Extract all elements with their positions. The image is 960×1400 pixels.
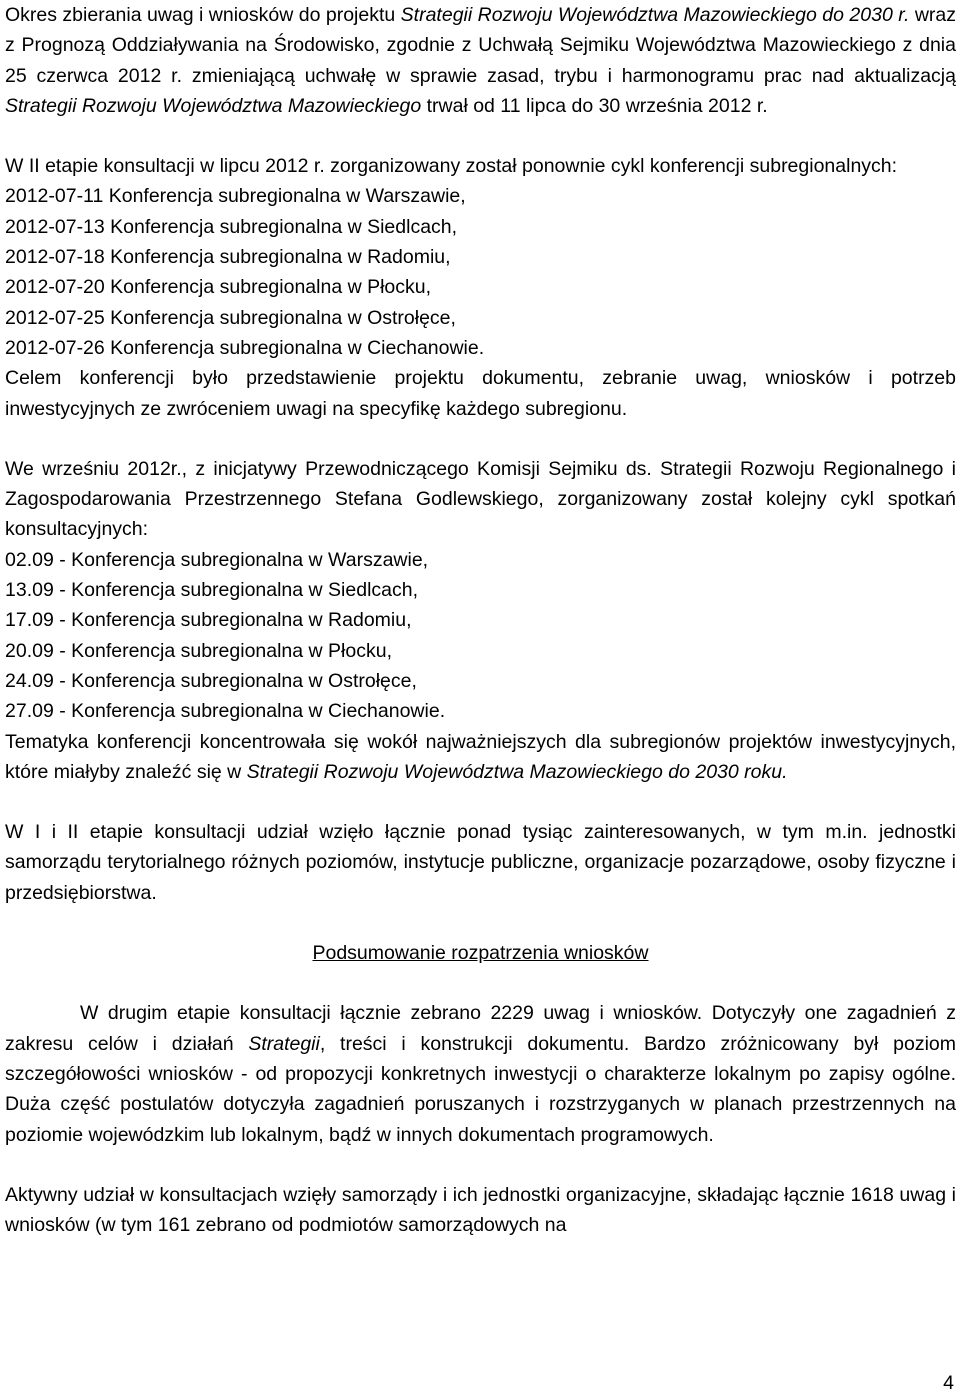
text-run: , treści i konstrukcji dokumentu. Bardzo zróżnicowany był poziom szczegółowości wniosków - od propozycji konkretnych inwestycji o charakterze lokalnym po zapisy ogólne. Duża część postulatów dotyczyła zagadnień poruszanych i rozstrzyganych w planach przestrzennych na poziomie wojewódzkim lub lokalnym, bądź w innych dokumentach programowych. xyxy=(5,1032,956,1146)
list-item: 24.09 - Konferencja subregionalna w Ostrołęce, xyxy=(5,669,417,692)
list-item: 2012-07-18 Konferencja subregionalna w Radomiu, xyxy=(5,246,451,269)
text-run: Okres zbierania uwag i wniosków do projektu xyxy=(5,4,401,26)
list-item: 2012-07-11 Konferencja subregionalna w Warszawie, xyxy=(5,185,466,208)
conference-goal-paragraph: Celem konferencji było przedstawienie projektu dokumentu, zebranie uwag, wniosków i potrzeb inwestycyjnych ze zwróceniem uwagi na specyfikę każdego subregionu. xyxy=(5,367,956,420)
list-item: 2012-07-20 Konferencja subregionalna w Płocku, xyxy=(5,276,432,299)
paragraph-gap xyxy=(5,908,956,938)
list-item: 17.09 - Konferencja subregionalna w Radomiu, xyxy=(5,609,412,632)
text-run: trwał od 11 lipca do 30 września 2012 r. xyxy=(421,94,768,117)
paragraph-gap xyxy=(5,1150,956,1180)
list-item: 20.09 - Konferencja subregionalna w Płocku, xyxy=(5,639,392,662)
list-item: 02.09 - Konferencja subregionalna w Warszawie, xyxy=(5,548,429,571)
strategy-italic: Strategii xyxy=(248,1032,320,1055)
participation-paragraph: W I i II etapie konsultacji udział wzięło łącznie ponad tysiąc zainteresowanych, w tym m.in. jednostki samorządu terytorialnego różnych poziomów, instytucje publiczne, organizacje pozarządowe, osoby fizyczne i przedsiębiorstwa. xyxy=(5,821,956,904)
list-item: 2012-07-26 Konferencja subregionalna w Ciechanowie. xyxy=(5,336,485,359)
local-government-paragraph: Aktywny udział w konsultacjach wzięły samorządy i ich jednostki organizacyjne, składając łącznie 1618 uwag i wniosków (w tym 161 zebrano od podmiotów samorządowych na xyxy=(5,1183,956,1237)
paragraph-gap xyxy=(5,424,956,454)
list-item: 2012-07-25 Konferencja subregionalna w Ostrołęce, xyxy=(5,306,456,329)
paragraph-gap xyxy=(5,968,956,998)
page-number: 4 xyxy=(943,1372,954,1394)
section-heading: Podsumowanie rozpatrzenia wniosków xyxy=(312,942,649,965)
list-item: 27.09 - Konferencja subregionalna w Ciechanowie. xyxy=(5,700,446,723)
stage-two-intro: W II etapie konsultacji w lipcu 2012 r. zorganizowany został ponownie cykl konferencji subregionalnych: xyxy=(5,155,898,178)
september-meetings-intro: We wrześniu 2012r., z inicjatywy Przewodniczącego Komisji Sejmiku ds. Strategii Rozwoju Regionalnego i Zagospodarowania Przestrzennego Stefana Godlewskiego, zorganizowany został kolejny cykl spotkań konsultacyjnych: xyxy=(5,457,956,541)
text-run: wraz z Prognozą Oddziaływania na Środowisko, zgodnie z Uchwałą Sejmiku Województwa Mazowieckiego z dnia 25 czerwca 2012 r. zmieniającą uchwałę w sprawie zasad, trybu i harmonogramu prac nad aktualizacją xyxy=(5,4,957,87)
consultation-period-paragraph xyxy=(5,0,956,121)
paragraph-gap xyxy=(5,121,956,151)
strategy-title-italic: Strategii Rozwoju Województwa Mazowieckiego do 2030 roku. xyxy=(246,760,788,783)
text-run: W drugim etapie konsultacji łącznie zebrano 2229 uwag i wniosków. Dotyczyły one zagadnień z zakresu celów i działań xyxy=(5,1002,956,1055)
text-run: Tematyka konferencji koncentrowała się wokół najważniejszych dla subregionów projektów inwestycyjnych, które miałyby znaleźć się w xyxy=(5,730,956,783)
conference-topics-paragraph xyxy=(5,727,956,788)
summary-paragraph xyxy=(5,998,956,1149)
paragraph-gap xyxy=(5,787,956,817)
list-item: 13.09 - Konferencja subregionalna w Siedlcach, xyxy=(5,579,419,602)
strategy-title-italic: Strategii Rozwoju Województwa Mazowieckiego do 2030 r. xyxy=(400,4,910,26)
strategy-name-italic: Strategii Rozwoju Województwa Mazowieckiego xyxy=(5,94,422,117)
list-item: 2012-07-13 Konferencja subregionalna w Siedlcach, xyxy=(5,215,458,238)
